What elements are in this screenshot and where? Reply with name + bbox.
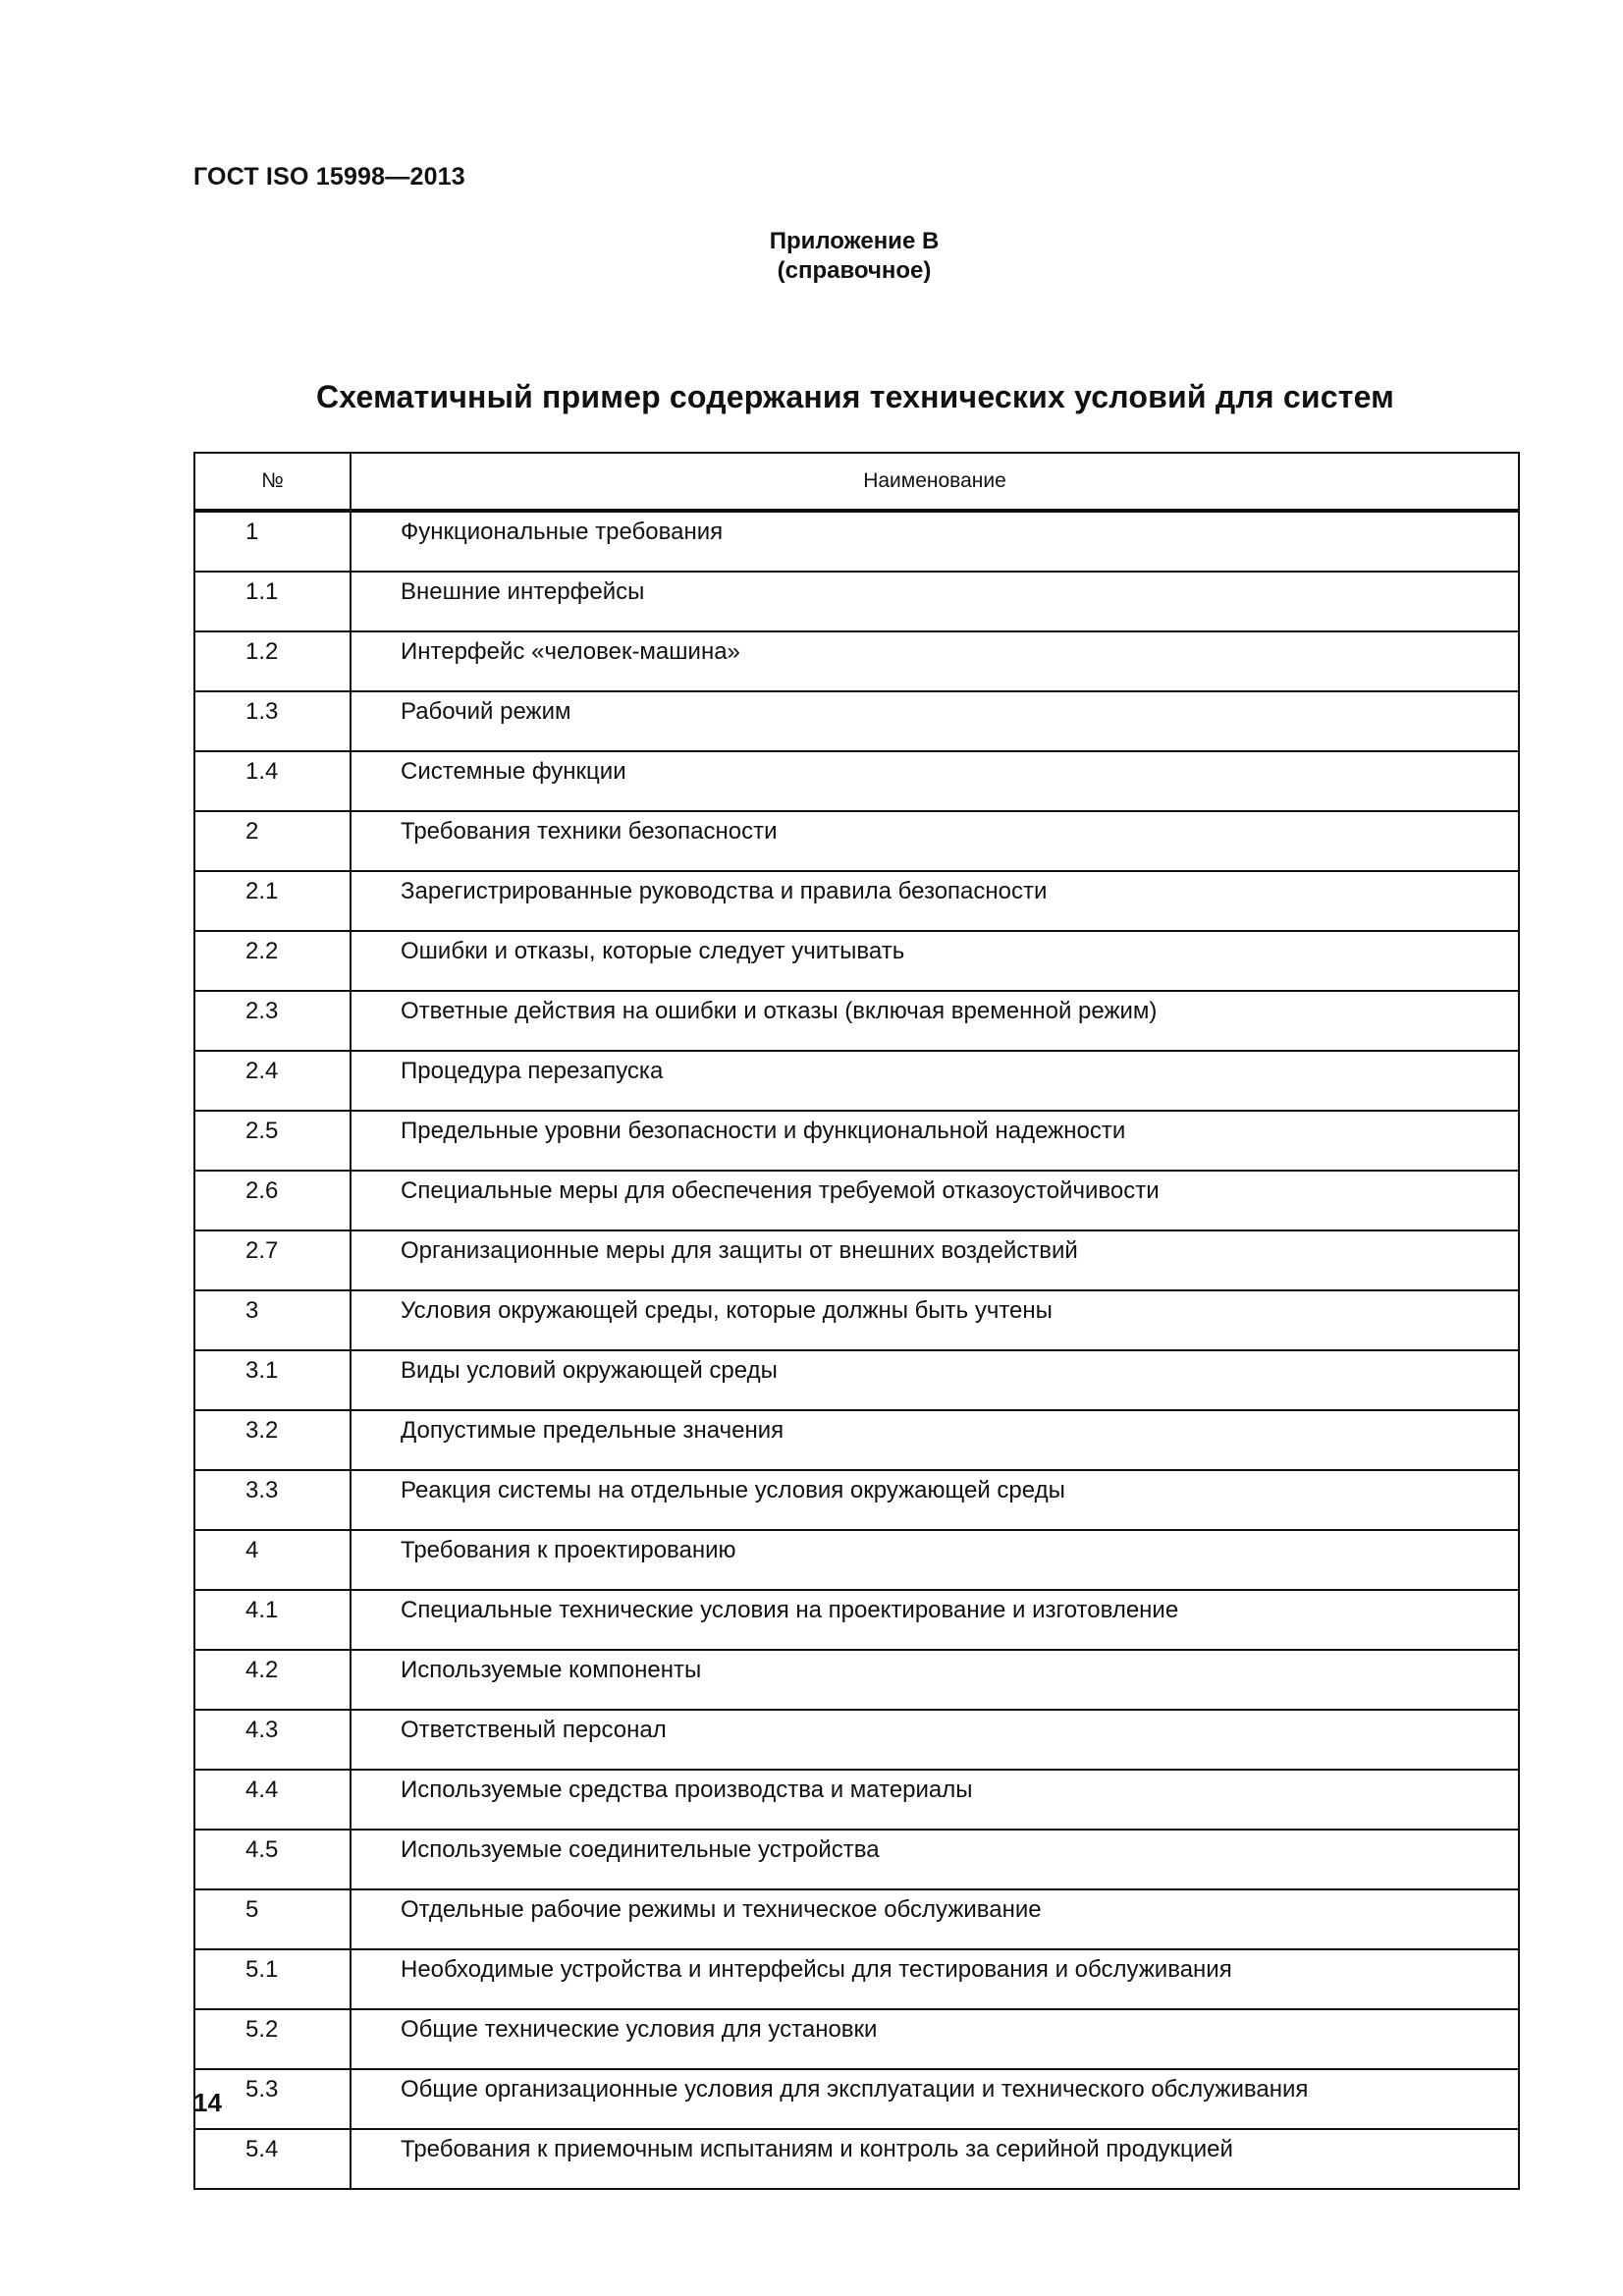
row-name: Процедура перезапуска — [351, 1051, 1519, 1111]
table-row — [194, 511, 1519, 572]
table-row — [194, 1171, 1519, 1230]
table-row — [194, 1230, 1519, 1290]
table-row — [194, 572, 1519, 631]
table-row — [194, 631, 1519, 691]
table-row — [194, 1111, 1519, 1171]
row-name: Используемые компоненты — [351, 1650, 1519, 1710]
table-row — [194, 2069, 1519, 2129]
row-number: 4.2 — [194, 1650, 351, 1710]
table-row — [194, 1830, 1519, 1889]
table-row — [194, 1590, 1519, 1650]
row-name: Предельные уровни безопасности и функциональной надежности — [351, 1111, 1519, 1171]
row-name: Специальные меры для обеспечения требуемой отказоустойчивости — [351, 1171, 1519, 1230]
annex-title: Приложение В — [769, 228, 940, 254]
row-name: Требования к проектированию — [351, 1530, 1519, 1590]
table-row — [194, 1650, 1519, 1710]
specification-table — [193, 452, 1520, 2190]
table-row — [194, 1949, 1519, 2009]
table-row — [194, 991, 1519, 1051]
row-name: Необходимые устройства и интерфейсы для тестирования и обслуживания — [351, 1949, 1519, 2009]
table-header-row — [194, 453, 1519, 511]
table-row — [194, 1470, 1519, 1530]
document-code: ГОСТ ISO 15998—2013 — [193, 163, 465, 191]
row-number: 5.4 — [194, 2129, 351, 2189]
row-number: 4 — [194, 1530, 351, 1590]
table-row — [194, 811, 1519, 871]
row-number: 5.2 — [194, 2009, 351, 2069]
row-number: 3.2 — [194, 1410, 351, 1470]
row-name: Используемые средства производства и материалы — [351, 1770, 1519, 1830]
row-number: 5 — [194, 1889, 351, 1949]
column-header-number: № — [194, 453, 351, 511]
page-number: 14 — [193, 2088, 222, 2117]
table-row — [194, 751, 1519, 811]
column-header-name: Наименование — [351, 453, 1519, 511]
row-number: 2.4 — [194, 1051, 351, 1111]
table-row — [194, 1530, 1519, 1590]
row-name: Требования к приемочным испытаниям и контроль за серийной продукцией — [351, 2129, 1519, 2189]
row-name: Функциональные требования — [351, 511, 1519, 572]
row-number: 2 — [194, 811, 351, 871]
table-row — [194, 931, 1519, 991]
row-name: Интерфейс «человек-машина» — [351, 631, 1519, 691]
table-row — [194, 1350, 1519, 1410]
table-row — [194, 871, 1519, 931]
table-row — [194, 1410, 1519, 1470]
row-name: Допустимые предельные значения — [351, 1410, 1519, 1470]
page-title: Схематичный пример содержания технических условий для систем — [315, 379, 1395, 414]
table-row — [194, 1889, 1519, 1949]
row-number: 3.3 — [194, 1470, 351, 1530]
row-number: 1.1 — [194, 572, 351, 631]
row-name: Используемые соединительные устройства — [351, 1830, 1519, 1889]
table-row — [194, 691, 1519, 751]
row-name: Системные функции — [351, 751, 1519, 811]
row-number: 2.2 — [194, 931, 351, 991]
row-number: 4.5 — [194, 1830, 351, 1889]
row-number: 1.3 — [194, 691, 351, 751]
row-name: Ответственый персонал — [351, 1710, 1519, 1770]
row-number: 2.3 — [194, 991, 351, 1051]
row-name: Виды условий окружающей среды — [351, 1350, 1519, 1410]
row-number: 4.3 — [194, 1710, 351, 1770]
row-name: Отдельные рабочие режимы и техническое обслуживание — [351, 1889, 1519, 1949]
row-number: 2.1 — [194, 871, 351, 931]
row-number: 4.4 — [194, 1770, 351, 1830]
row-number: 3.1 — [194, 1350, 351, 1410]
row-name: Ошибки и отказы, которые следует учитывать — [351, 931, 1519, 991]
row-number: 2.6 — [194, 1171, 351, 1230]
annex-heading — [0, 227, 1623, 286]
row-name: Внешние интерфейсы — [351, 572, 1519, 631]
row-number: 1.2 — [194, 631, 351, 691]
row-number: 5.1 — [194, 1949, 351, 2009]
row-name: Общие организационные условия для эксплуатации и технического обслуживания — [351, 2069, 1519, 2129]
table-row — [194, 1290, 1519, 1350]
row-number: 2.7 — [194, 1230, 351, 1290]
row-name: Зарегистрированные руководства и правила безопасности — [351, 871, 1519, 931]
row-name: Организационные меры для защиты от внешних воздействий — [351, 1230, 1519, 1290]
row-name: Требования техники безопасности — [351, 811, 1519, 871]
table-row — [194, 2129, 1519, 2189]
table-row — [194, 2009, 1519, 2069]
table-row — [194, 1770, 1519, 1830]
row-number: 5.3 — [194, 2069, 351, 2129]
row-name: Условия окружающей среды, которые должны быть учтены — [351, 1290, 1519, 1350]
row-name: Ответные действия на ошибки и отказы (включая временной режим) — [351, 991, 1519, 1051]
annex-subtitle: (справочное) — [777, 257, 932, 284]
row-number: 2.5 — [194, 1111, 351, 1171]
row-number: 4.1 — [194, 1590, 351, 1650]
row-number: 1.4 — [194, 751, 351, 811]
table-row — [194, 1710, 1519, 1770]
row-name: Специальные технические условия на проектирование и изготовление — [351, 1590, 1519, 1650]
row-name: Общие технические условия для установки — [351, 2009, 1519, 2069]
table-row — [194, 1051, 1519, 1111]
row-number: 1 — [194, 511, 351, 572]
row-number: 3 — [194, 1290, 351, 1350]
row-name: Реакция системы на отдельные условия окружающей среды — [351, 1470, 1519, 1530]
row-name: Рабочий режим — [351, 691, 1519, 751]
